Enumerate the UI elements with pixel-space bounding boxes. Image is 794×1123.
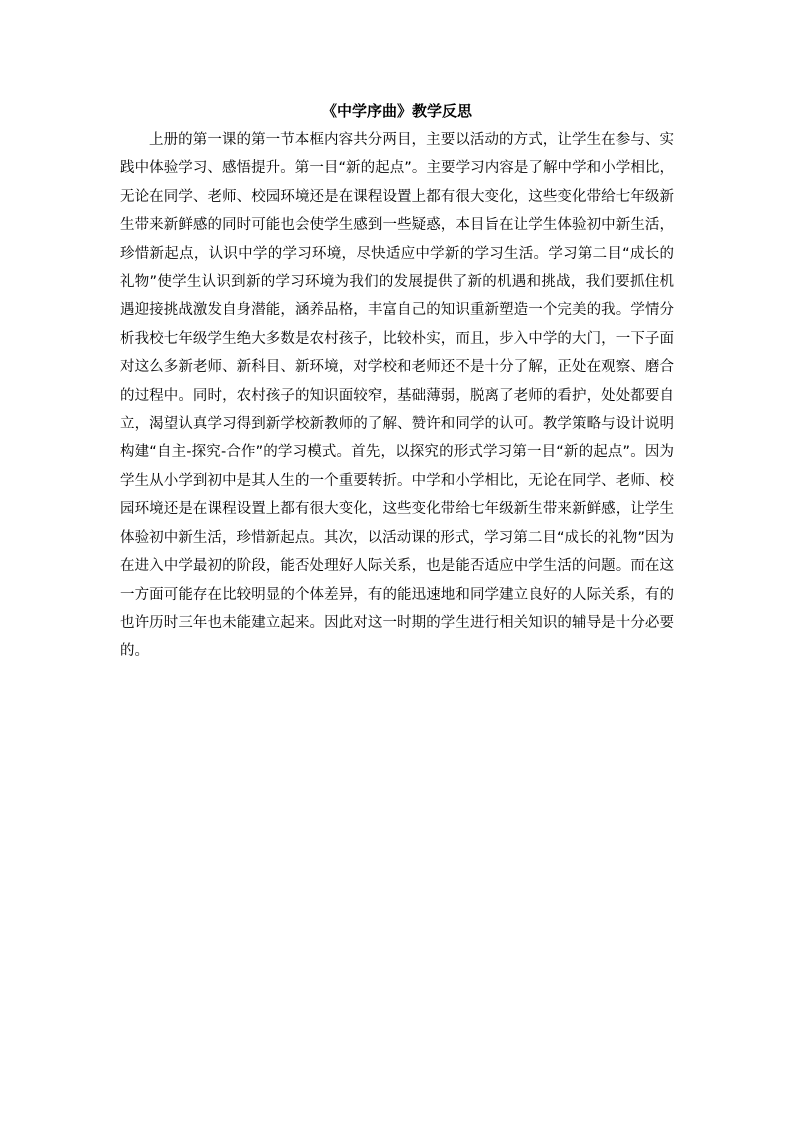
document-body-paragraph: 上册的第一课的第一节本框内容共分两目，主要以活动的方式，让学生在参与、实践中体验学习、感悟提升。第一目“新的起点”。主要学习内容是了解中学和小学相比，无论在同学、老师、校园环境还是在课程设置上都有很大变化，这些变化带给七年级新生带来新鲜感的同时可能也会使学生感到一些疑惑，本目旨在让学生体验初中新生活，珍惜新起点，认识中学的学习环境，尽快适应中学新的学习生活。学习第二目“成长的礼物”使学生认识到新的学习环境为我们的发展提供了新的机遇和挑战，我们要抓住机遇迎接挑战激发自身潜能，涵养品格，丰富自己的知识重新塑造一个完美的我。学情分析我校七年级学生绝大多数是农村孩子，比较朴实，而且，步入中学的大门，一下子面对这么多新老师、新科目、新环境，对学校和老师还不是十分了解，正处在观察、磨合的过程中。同时，农村孩子的知识面较窄，基础薄弱，脱离了老师的看护，处处都要自立，渴望认真学习得到新学校新教师的了解、赞许和同学的认可。教学策略与设计说明构建“自主-探究-合作”的学习模式。首先，以探究的形式学习第一目“新的起点”。因为学生从小学到初中是其人生的一个重要转折。中学和小学相比，无论在同学、老师、校园环境还是在课程设置上都有很大变化，这些变化带给七年级新生带来新鲜感，让学生体验初中新生活，珍惜新起点。其次，以活动课的形式，学习第二目“成长的礼物”因为在进入中学最初的阶段，能否处理好人际关系，也是能否适应中学生活的问题。而在这一方面可能存在比较明显的个体差异，有的能迅速地和同学建立良好的人际关系，有的也许历时三年也未能建立起来。因此对这一时期的学生进行相关知识的辅导是十分必要的。 xyxy=(120,132,674,660)
document-title: 《中学序曲》教学反思 xyxy=(321,102,472,120)
